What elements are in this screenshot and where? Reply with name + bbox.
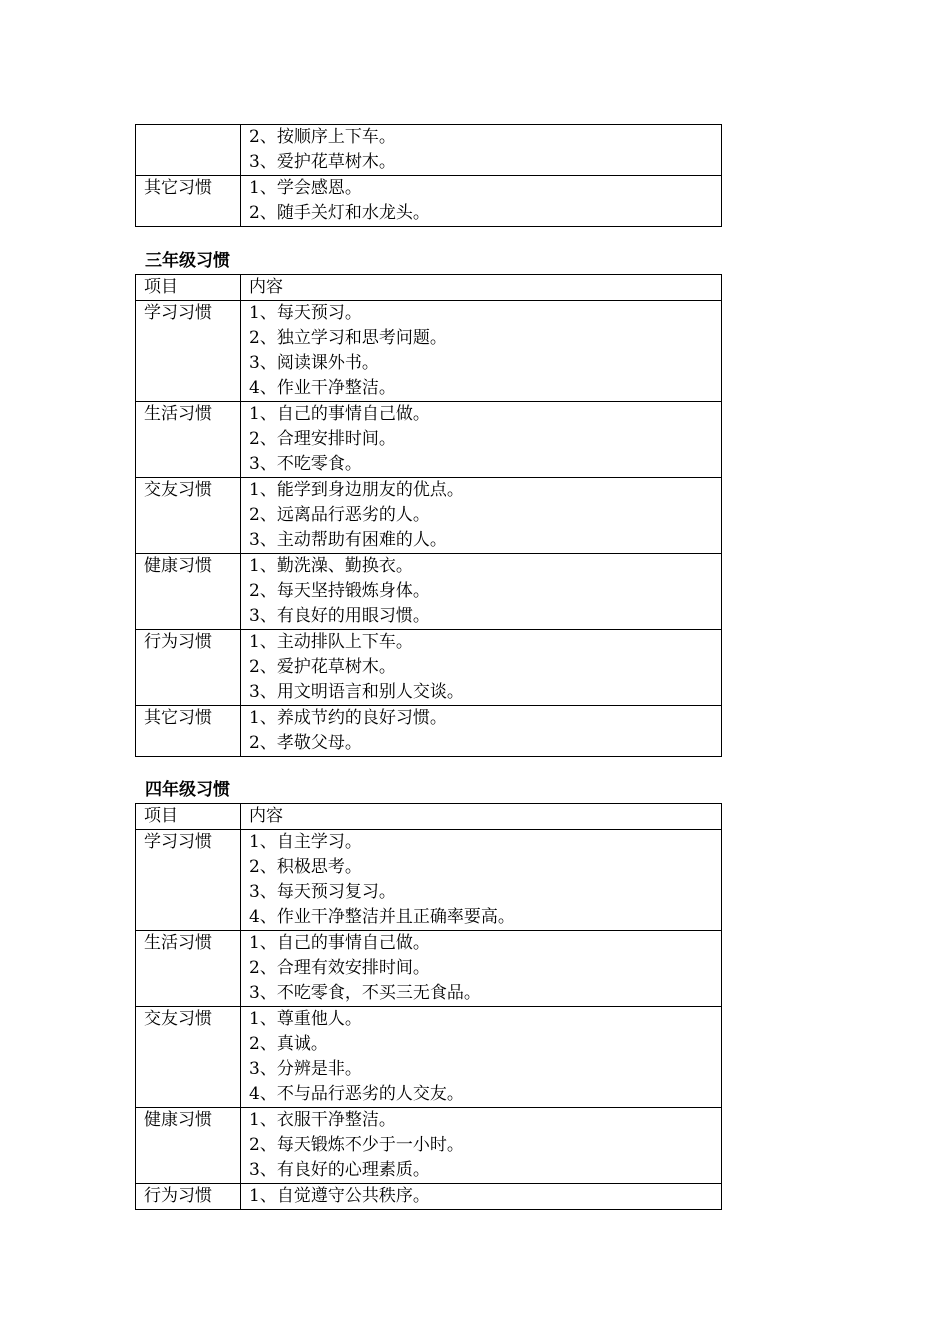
habit-line: 1、每天预习。 (249, 303, 362, 323)
table-row (136, 1007, 722, 1108)
table-row (136, 402, 722, 478)
habit-category-cell: 行为习惯 (136, 1184, 241, 1210)
table-row (136, 931, 722, 1007)
continued-habits-table (135, 124, 722, 227)
grade3-habits-table (135, 274, 722, 757)
habit-line: 2、合理有效安排时间。 (249, 958, 430, 978)
grade3-table-body (136, 301, 722, 757)
habit-line: 1、主动排队上下车。 (249, 632, 413, 652)
habit-line: 2、爱护花草树木。 (249, 657, 396, 677)
habit-content-cell (241, 630, 722, 706)
habit-category-cell: 交友习惯 (136, 1007, 241, 1108)
habit-line: 2、合理安排时间。 (249, 429, 396, 449)
habit-line: 4、作业干净整洁。 (249, 378, 396, 398)
habit-line: 1、自主学习。 (249, 832, 362, 852)
habit-content-cell (241, 176, 722, 227)
habit-line: 2、独立学习和思考问题。 (249, 328, 447, 348)
habit-line: 1、能学到身边朋友的优点。 (249, 480, 464, 500)
habit-line: 1、养成节约的良好习惯。 (249, 708, 447, 728)
habit-line: 1、尊重他人。 (249, 1009, 362, 1029)
habit-line: 2、每天锻炼不少于一小时。 (249, 1135, 464, 1155)
habit-category-cell: 其它习惯 (136, 706, 241, 757)
habit-line: 1、学会感恩。 (249, 178, 362, 198)
habit-line: 1、自觉遵守公共秩序。 (249, 1186, 430, 1206)
table-row (136, 1108, 722, 1184)
habit-line: 3、有良好的用眼习惯。 (249, 606, 430, 626)
habit-content-cell (241, 1108, 722, 1184)
habit-content-cell (241, 1007, 722, 1108)
habit-line: 3、爱护花草树木。 (249, 152, 396, 172)
continued-table-body (136, 125, 722, 227)
habit-line: 3、不吃零食。 (249, 454, 362, 474)
habit-content-cell (241, 1184, 722, 1210)
habit-line: 3、每天预习复习。 (249, 882, 396, 902)
habit-line: 2、孝敬父母。 (249, 733, 362, 753)
grade3-heading: 三年级习惯 (145, 251, 230, 271)
habit-line: 2、按顺序上下车。 (249, 127, 396, 147)
habit-line: 3、有良好的心理素质。 (249, 1160, 430, 1180)
header-content-cell: 内容 (241, 804, 722, 830)
habit-category-cell: 行为习惯 (136, 630, 241, 706)
habit-line: 2、随手关灯和水龙头。 (249, 203, 430, 223)
table-row (136, 176, 722, 227)
table-row (136, 554, 722, 630)
habit-line: 3、用文明语言和别人交谈。 (249, 682, 464, 702)
grade4-habits-table (135, 803, 722, 1210)
habit-line: 4、不与品行恶劣的人交友。 (249, 1084, 464, 1104)
habit-category-cell: 生活习惯 (136, 402, 241, 478)
header-content-cell: 内容 (241, 275, 722, 301)
habit-line: 3、阅读课外书。 (249, 353, 379, 373)
habit-category-cell (136, 125, 241, 176)
habit-line: 2、远离品行恶劣的人。 (249, 505, 430, 525)
habit-category-cell: 生活习惯 (136, 931, 241, 1007)
table-row (136, 125, 722, 176)
habit-line: 1、勤洗澡、勤换衣。 (249, 556, 413, 576)
table-header-row (136, 275, 722, 301)
grade4-heading: 四年级习惯 (145, 780, 230, 800)
habit-line: 2、真诚。 (249, 1034, 328, 1054)
habit-content-cell (241, 830, 722, 931)
habit-content-cell (241, 706, 722, 757)
habit-line: 1、自己的事情自己做。 (249, 933, 430, 953)
habit-category-cell: 交友习惯 (136, 478, 241, 554)
habit-category-cell: 学习习惯 (136, 301, 241, 402)
header-item-cell: 项目 (136, 804, 241, 830)
habit-content-cell (241, 402, 722, 478)
habit-category-cell: 其它习惯 (136, 176, 241, 227)
habit-content-cell (241, 301, 722, 402)
habit-content-cell (241, 125, 722, 176)
habit-content-cell (241, 478, 722, 554)
habit-content-cell (241, 931, 722, 1007)
habit-line: 1、衣服干净整洁。 (249, 1110, 396, 1130)
table-row (136, 301, 722, 402)
habit-category-cell: 健康习惯 (136, 554, 241, 630)
table-row (136, 830, 722, 931)
habit-line: 4、作业干净整洁并且正确率要高。 (249, 907, 515, 927)
habit-category-cell: 健康习惯 (136, 1108, 241, 1184)
table-row (136, 706, 722, 757)
habit-content-cell (241, 554, 722, 630)
habit-category-cell: 学习习惯 (136, 830, 241, 931)
habit-line: 3、不吃零食，不买三无食品。 (249, 983, 481, 1003)
table-header-row (136, 804, 722, 830)
table-row (136, 478, 722, 554)
habit-line: 3、分辨是非。 (249, 1059, 362, 1079)
table-row (136, 1184, 722, 1210)
habit-line: 3、主动帮助有困难的人。 (249, 530, 447, 550)
habit-line: 1、自己的事情自己做。 (249, 404, 430, 424)
header-item-cell: 项目 (136, 275, 241, 301)
habit-line: 2、每天坚持锻炼身体。 (249, 581, 430, 601)
table-row (136, 630, 722, 706)
grade4-table-body (136, 830, 722, 1210)
habit-line: 2、积极思考。 (249, 857, 362, 877)
